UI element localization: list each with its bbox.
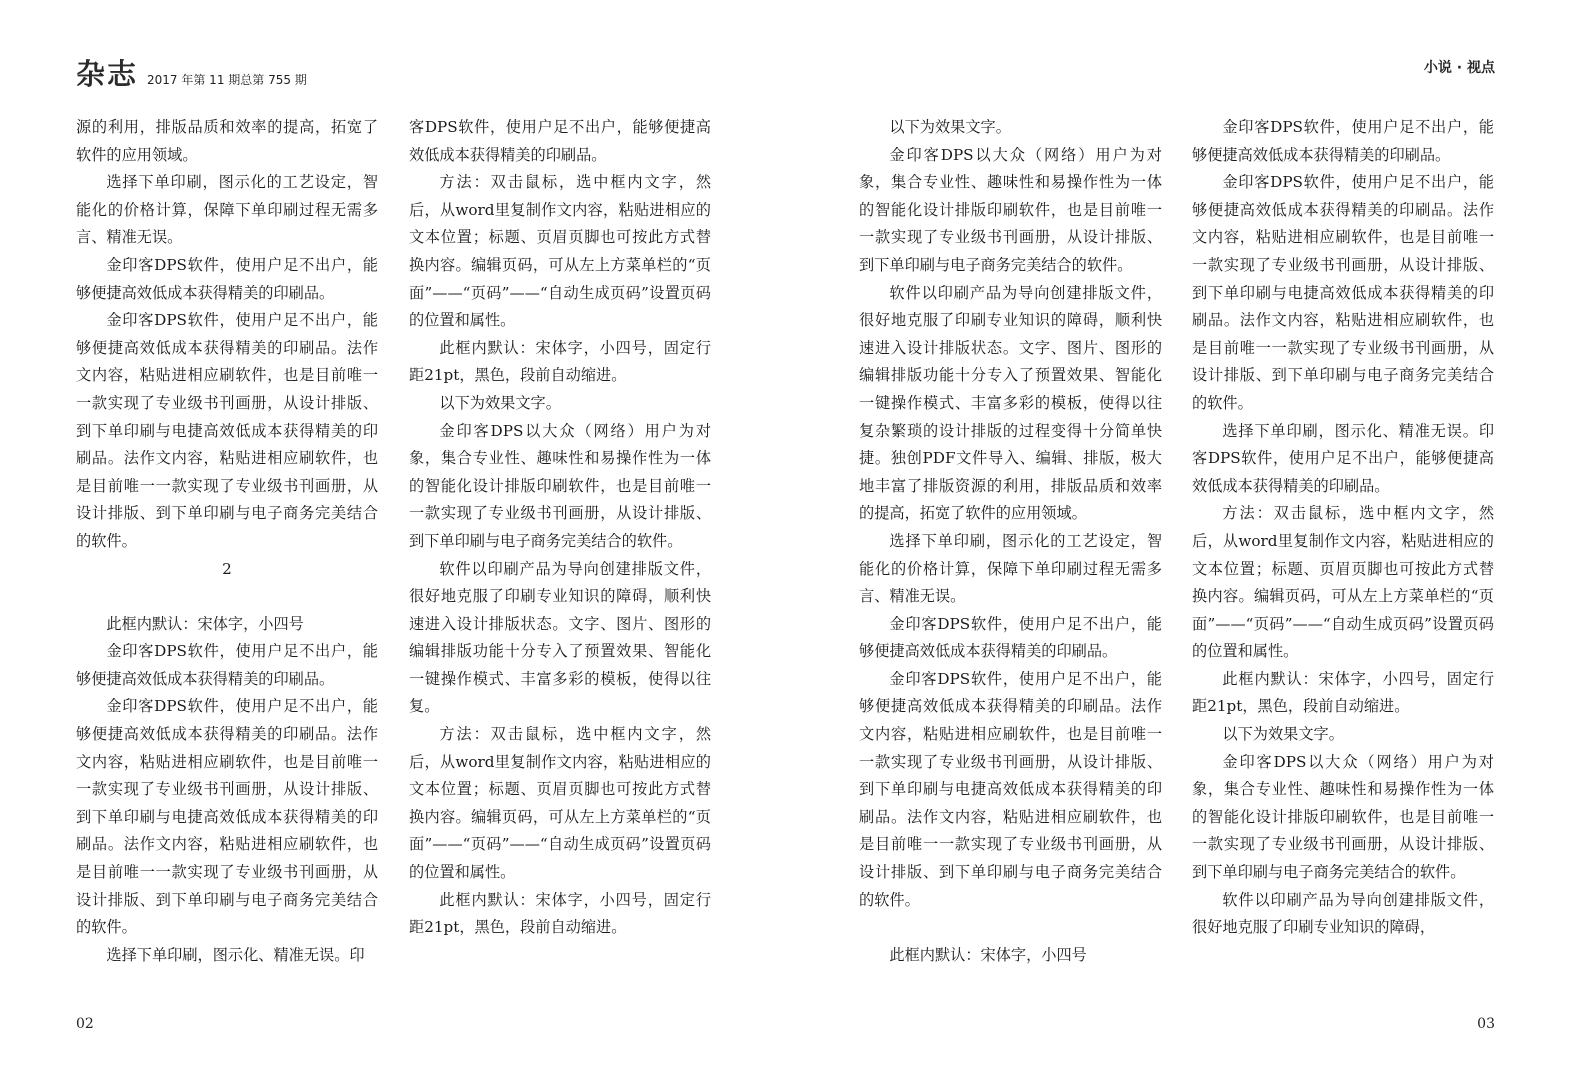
paragraph: 源的利用，排版品质和效率的提高，拓宽了软件的应用领域。 [76,118,378,164]
page-number-left: 02 [76,1016,94,1032]
paragraph: 金印客DPS以大众（网络）用户为对象，集合专业性、趣味性和易操作性为一体的智能化设计排版印刷软件，也是目前唯一一款实现了专业级书刊画册，从设计排版、到下单印刷与电子商务完美结合的软件。 [409,421,711,550]
magazine-logo: 杂志 [76,57,139,91]
paragraph: 软件以印刷产品为导向创建排版文件，很好地克服了印刷专业知识的障碍，顺利快速进入设计排版状态。文字、图片、图形的编辑排版功能十分专入了预置效果、智能化一键操作模式、丰富多彩的模板，使得以往复杂繁琐的设计排版的过程变得十分简单快捷。独创PDF文件导入、编辑、排版，极大地丰富了排版资源的利用，排版品质和效率的提高，拓宽了软件的应用领域。 [859,283,1162,523]
paragraph: 金印客DPS软件，使用户足不出户，能够便捷高效低成本获得精美的印刷品。法作文内容，粘贴进相应刷软件，也是目前唯一一款实现了专业级书刊画册，从设计排版、到下单印刷与电捷高效低成本获得精美的印刷品。法作文内容，粘贴进相应刷软件，也是目前唯一一款实现了专业级书刊画册，从设计排版、到下单印刷与电子商务完美结合的软件。 [1192,173,1494,412]
paragraph: 此框内默认：宋体字，小四号，固定行距21pt，黑色，段前自动缩进。 [409,890,711,937]
section-title: 小说 · 视点 [1423,60,1495,76]
text-column-1 [76,114,378,969]
issue-info: 2017 年第 11 期总第 755 期 [147,73,307,87]
paragraph: 软件以印刷产品为导向创建排版文件，很好地克服了印刷专业知识的障碍， [1192,890,1494,937]
section-number: 2 [222,559,232,578]
paragraph: 选择下单印刷，图示化的工艺设定，智能化的价格计算，保障下单印刷过程无需多言、精准无误。 [859,531,1162,606]
paragraph: 金印客DPS以大众（网络）用户为对象，集合专业性、趣味性和易操作性为一体的智能化设计排版印刷软件，也是目前唯一一款实现了专业级书刊画册，从设计排版、到下单印刷与电子商务完美结合的软件。 [859,145,1162,274]
paragraph: 方法：双击鼠标，选中框内文字，然后，从word里复制作文内容，粘贴进相应的文本位置；标题、页眉页脚也可按此方式替换内容。编辑页码，可从左上方菜单栏的“页面”——“页码”——“自动生成页码”设置页码的位置和属性。 [1192,504,1494,661]
text-column-2 [409,114,711,942]
paragraph: 此框内默认：宋体字，小四号 [106,614,304,633]
paragraph: 方法：双击鼠标，选中框内文字，然后，从word里复制作文内容，粘贴进相应的文本位置；标题、页眉页脚也可按此方式替换内容。编辑页码，可从左上方菜单栏的“页面”——“页码”——“自动生成页码”设置页码的位置和属性。 [409,725,711,882]
paragraph: 选择下单印刷，图示化的工艺设定，智能化的价格计算，保障下单印刷过程无需多言、精准无误。 [76,173,378,247]
paragraph: 选择下单印刷，图示化、精准无误。印客DPS软件，使用户足不出户，能够便捷高效低成本获得精美的印刷品。 [1192,421,1494,495]
paragraph: 以下为效果文字。 [889,118,1011,136]
paragraph: 软件以印刷产品为导向创建排版文件，很好地克服了印刷专业知识的障碍，顺利快速进入设计排版状态。文字、图片、图形的编辑排版功能十分专入了预置效果、智能化一键操作模式、丰富多彩的模板，使得以往复。 [409,559,711,716]
paragraph: 以下为效果文字。 [1222,725,1344,744]
text-column-3 [859,114,1162,969]
text-column-4 [1192,114,1494,942]
paragraph: 金印客DPS软件，使用户足不出户，能够便捷高效低成本获得精美的印刷品。 [859,614,1162,661]
page-number-right: 03 [1477,1016,1495,1032]
paragraph: 此框内默认：宋体字，小四号 [889,945,1087,964]
paragraph: 金印客DPS软件，使用户足不出户，能够便捷高效低成本获得精美的印刷品。 [76,642,378,688]
paragraph: 金印客DPS软件，使用户足不出户，能够便捷高效低成本获得精美的印刷品。法作文内容，粘贴进相应刷软件，也是目前唯一一款实现了专业级书刊画册，从设计排版、到下单印刷与电捷高效低成本获得精美的印刷品。法作文内容，粘贴进相应刷软件，也是目前唯一一款实现了专业级书刊画册，从设计排版、到下单印刷与电子商务完美结合的软件。 [76,697,378,937]
paragraph: 金印客DPS软件，使用户足不出户，能够便捷高效低成本获得精美的印刷品。 [76,255,378,302]
paragraph: 金印客DPS软件，使用户足不出户，能够便捷高效低成本获得精美的印刷品。 [1192,118,1494,164]
header-left [76,52,307,93]
paragraph: 金印客DPS软件，使用户足不出户，能够便捷高效低成本获得精美的印刷品。法作文内容，粘贴进相应刷软件，也是目前唯一一款实现了专业级书刊画册，从设计排版、到下单印刷与电捷高效低成本获得精美的印刷品。法作文内容，粘贴进相应刷软件，也是目前唯一一款实现了专业级书刊画册，从设计排版、到下单印刷与电子商务完美结合的软件。 [859,669,1162,909]
paragraph: 客DPS软件，使用户足不出户，能够便捷高效低成本获得精美的印刷品。 [409,118,711,164]
paragraph: 方法：双击鼠标，选中框内文字，然后，从word里复制作文内容，粘贴进相应的文本位置；标题、页眉页脚也可按此方式替换内容。编辑页码，可从左上方菜单栏的“页面”——“页码”——“自动生成页码”设置页码的位置和属性。 [409,173,711,330]
paragraph: 以下为效果文字。 [439,393,561,412]
paragraph: 此框内默认：宋体字，小四号，固定行距21pt，黑色，段前自动缩进。 [1192,669,1494,716]
paragraph: 金印客DPS以大众（网络）用户为对象，集合专业性、趣味性和易操作性为一体的智能化设计排版印刷软件，也是目前唯一一款实现了专业级书刊画册，从设计排版、到下单印刷与电子商务完美结合的软件。 [1192,752,1494,882]
paragraph: 金印客DPS软件，使用户足不出户，能够便捷高效低成本获得精美的印刷品。法作文内容，粘贴进相应刷软件，也是目前唯一一款实现了专业级书刊画册，从设计排版、到下单印刷与电捷高效低成本获得精美的印刷品。法作文内容，粘贴进相应刷软件，也是目前唯一一款实现了专业级书刊画册，从设计排版、到下单印刷与电子商务完美结合的软件。 [76,311,378,550]
paragraph: 此框内默认：宋体字，小四号，固定行距21pt，黑色，段前自动缩进。 [409,338,711,385]
paragraph: 选择下单印刷，图示化、精准无误。印 [106,945,365,964]
